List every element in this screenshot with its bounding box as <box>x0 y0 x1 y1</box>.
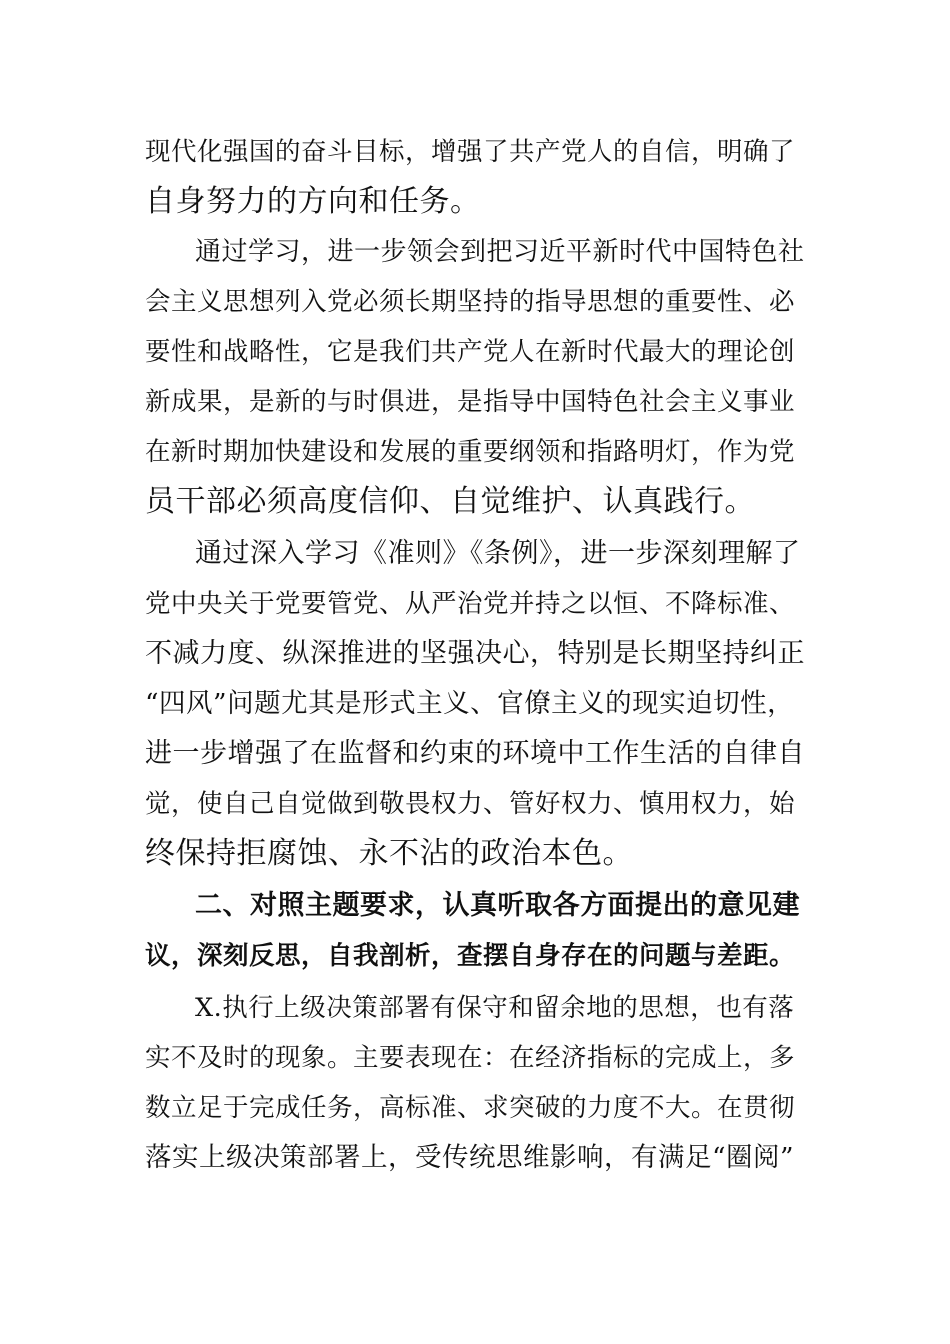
paragraph-first-line: X.执行上级决策部署有保守和留余地的思想，也有落 <box>195 993 795 1023</box>
paragraph-line: 觉，使自己自觉做到敬畏权力、管好权力、慎用权力，始 <box>145 789 796 819</box>
paragraph-line: 自身努力的方向和任务。 <box>145 184 481 219</box>
section-heading-line: 二、对照主题要求，认真听取各方面提出的意见建 <box>195 890 800 921</box>
paragraph-line: 终保持拒腐蚀、永不沾的政治本色。 <box>145 836 633 871</box>
paragraph-line: “四风”问题尤其是形式主义、官僚主义的现实迫切性， <box>145 688 795 719</box>
section-heading-line: 议，深刻反思，自我剖析，查摆自身存在的问题与差距。 <box>145 941 796 971</box>
paragraph-line: 进一步增强了在监督和约束的环境中工作生活的自律自 <box>145 738 805 769</box>
paragraph-line: 实不及时的现象。主要表现在：在经济指标的完成上，多 <box>145 1043 796 1073</box>
paragraph-line: 落实上级决策部署上，受传统思维影响，有满足“圈阅” <box>145 1142 795 1173</box>
paragraph-first-line: 通过学习，进一步领会到把习近平新时代中国特色社 <box>195 237 805 267</box>
paragraph-line: 不减力度、纵深推进的坚强决心，特别是长期坚持纠正 <box>145 638 805 669</box>
paragraph-line: 新成果，是新的与时俱进，是指导中国特色社会主义事业 <box>145 387 796 417</box>
paragraph-line: 现代化强国的奋斗目标，增强了共产党人的自信，明确了 <box>145 137 796 167</box>
paragraph-line: 会主义思想列入党必须长期坚持的指导思想的重要性、必 <box>145 287 796 317</box>
paragraph-line: 在新时期加快建设和发展的重要纲领和指路明灯，作为党 <box>145 437 796 467</box>
paragraph-line: 要性和战略性，它是我们共产党人在新时代最大的理论创 <box>145 337 796 367</box>
paragraph-line: 员干部必须高度信仰、自觉维护、认真践行。 <box>145 484 755 519</box>
paragraph-line: 党中央关于党要管党、从严治党并持之以恒、不降标准、 <box>145 589 796 619</box>
paragraph-first-line: 通过深入学习《准则》《条例》，进一步深刻理解了 <box>195 538 801 569</box>
paragraph-line: 数立足于完成任务，高标准、求突破的力度不大。在贯彻 <box>145 1093 796 1123</box>
